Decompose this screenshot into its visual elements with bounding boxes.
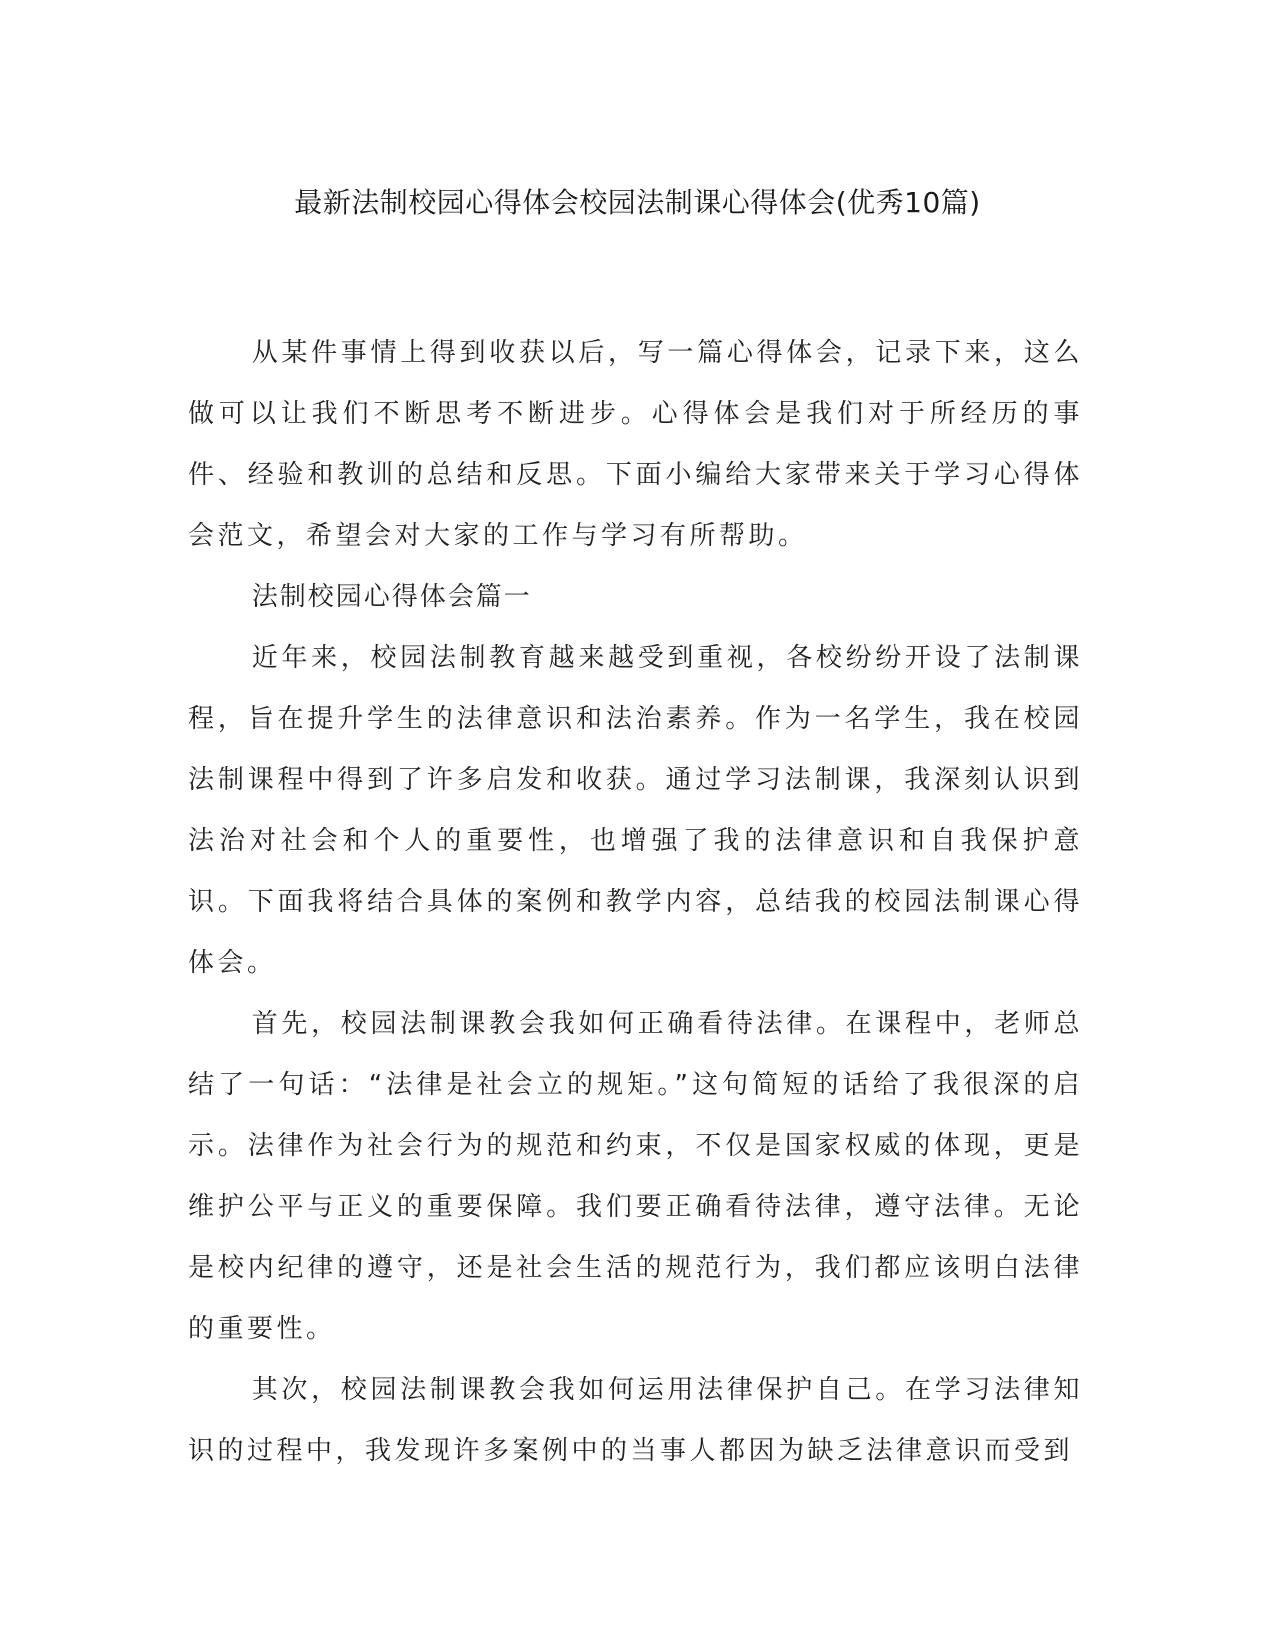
section-heading: 法制校园心得体会篇一: [251, 582, 532, 612]
document-body: [188, 323, 1083, 1482]
body-paragraph: 首先，校园法制课教会我如何正确看待法律。在课程中，老师总结了一句话：“法律是社会立的规矩。”这句简短的话给了我很深的启示。法律作为社会行为的规范和约束，不仅是国家权威的体现，更是维护公平与正义的重要保障。我们要正确看待法律，遵守法律。无论是校内纪律的遵守，还是社会生活的规范行为，我们都应该明白法律的重要性。: [188, 1009, 1083, 1344]
body-paragraph: 其次，校园法制课教会我如何运用法律保护自己。在学习法律知识的过程中，我发现许多案例中的当事人都因为缺乏法律意识而受到: [188, 1375, 1083, 1466]
body-paragraph: 近年来，校园法制教育越来越受到重视，各校纷纷开设了法制课程，旨在提升学生的法律意识和法治素养。作为一名学生，我在校园法制课程中得到了许多启发和收获。通过学习法制课，我深刻认识到法治对社会和个人的重要性，也增强了我的法律意识和自我保护意识。下面我将结合具体的案例和教学内容，总结我的校园法制课心得体会。: [188, 643, 1083, 978]
document-title: 最新法制校园心得体会校园法制课心得体会(优秀10篇): [294, 186, 981, 219]
intro-paragraph: 从某件事情上得到收获以后，写一篇心得体会，记录下来，这么做可以让我们不断思考不断进步。心得体会是我们对于所经历的事件、经验和教训的总结和反思。下面小编给大家带来关于学习心得体会范文，希望会对大家的工作与学习有所帮助。: [188, 338, 1083, 551]
